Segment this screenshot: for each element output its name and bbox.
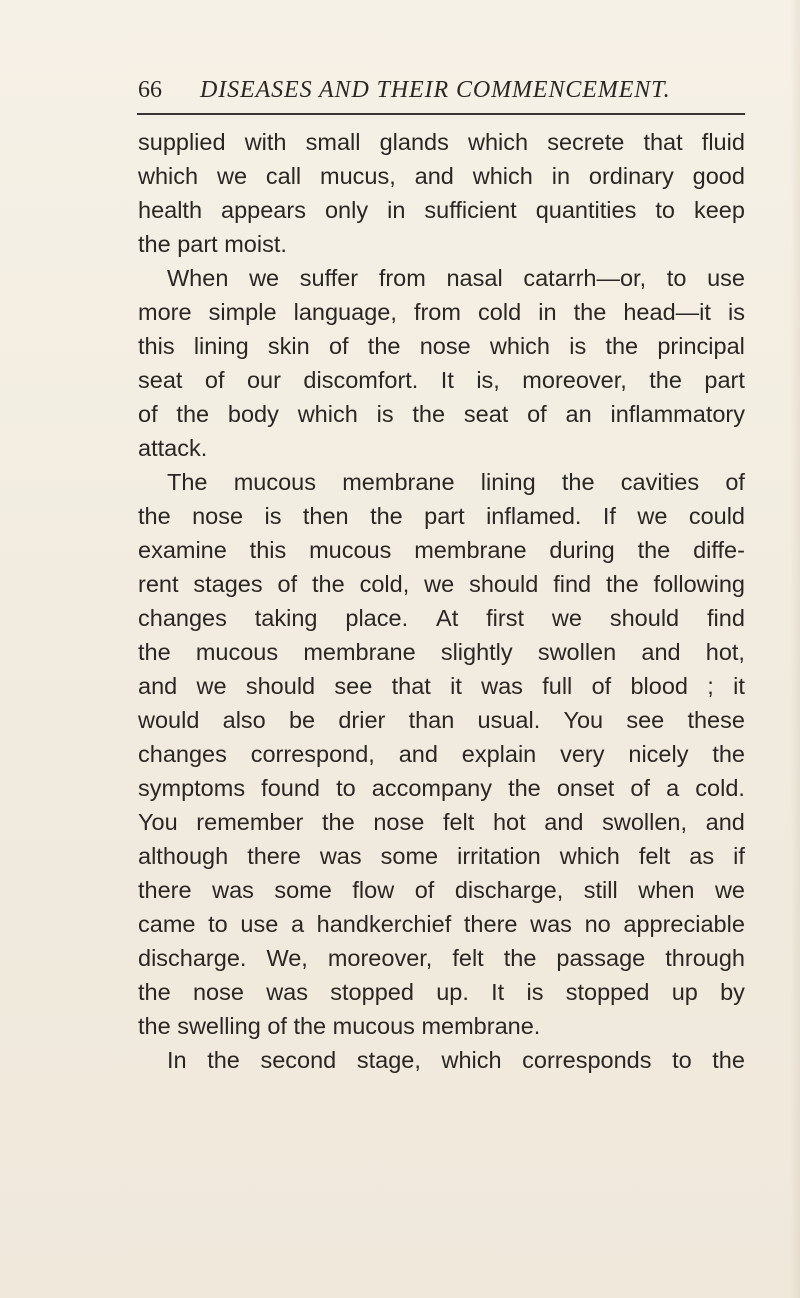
word: You — [138, 809, 178, 835]
word: second — [260, 1047, 337, 1073]
word: there — [247, 843, 301, 869]
word: and — [544, 809, 584, 835]
word: of — [527, 401, 547, 427]
word: that — [391, 673, 431, 699]
word: part — [424, 503, 465, 529]
running-header — [138, 72, 748, 108]
word: membrane — [342, 469, 455, 495]
word: the — [370, 503, 403, 529]
word: remember — [196, 809, 304, 835]
word: of — [725, 469, 745, 495]
word: felt — [442, 809, 475, 835]
word: full — [542, 673, 573, 699]
word: mucous — [233, 469, 317, 495]
word: as — [689, 843, 715, 869]
word: changes — [138, 741, 227, 767]
word: a — [290, 911, 305, 937]
word: cold. — [695, 775, 745, 801]
text-line — [138, 941, 745, 975]
word: the — [138, 503, 171, 529]
word: ordinary — [588, 163, 674, 189]
word: there — [463, 911, 518, 937]
word: that — [643, 129, 683, 155]
word: small — [305, 129, 361, 155]
word: of — [630, 775, 651, 801]
word: which — [138, 163, 199, 189]
word: the — [605, 571, 639, 597]
word: which — [297, 401, 358, 427]
word: swollen — [537, 639, 617, 665]
word: examine — [138, 537, 227, 563]
word: nicely — [628, 741, 689, 767]
word: accompany — [371, 775, 492, 801]
word: following — [653, 571, 745, 597]
word: with — [244, 129, 287, 155]
word: of — [328, 333, 349, 359]
word: head—it — [623, 299, 711, 325]
text-line — [138, 329, 745, 363]
word: if — [733, 843, 745, 869]
word: came — [138, 911, 196, 937]
word: nose — [192, 979, 244, 1005]
text-line — [138, 499, 745, 533]
text-line — [138, 159, 745, 193]
word: passage — [556, 945, 646, 971]
word: onset — [556, 775, 615, 801]
word: the — [712, 741, 745, 767]
word: is — [376, 401, 394, 427]
word: flow — [352, 877, 395, 903]
word: catarrh—or, — [523, 265, 647, 291]
header-rule — [137, 113, 745, 115]
word: and — [414, 163, 454, 189]
word: we — [637, 503, 668, 529]
text-line — [138, 363, 745, 397]
text-line — [138, 669, 745, 703]
word: which — [441, 1047, 502, 1073]
text-line — [138, 601, 745, 635]
word: mucous — [195, 639, 279, 665]
word: moreover, — [522, 367, 627, 393]
word: swollen, — [602, 809, 688, 835]
word: discharge, — [454, 877, 564, 903]
word: moreover, — [327, 945, 433, 971]
text-line — [138, 703, 745, 737]
word: only — [324, 197, 369, 223]
word: the — [312, 571, 345, 597]
word: use — [240, 911, 279, 937]
word: no — [584, 911, 611, 937]
word: In — [167, 1047, 187, 1073]
word: principal — [657, 333, 745, 359]
word: we — [216, 163, 248, 189]
word: be — [288, 707, 316, 733]
page-number: 66 — [138, 77, 162, 103]
word: our — [246, 367, 281, 393]
word: the — [573, 299, 607, 325]
word: health — [138, 197, 203, 223]
word: and — [705, 809, 745, 835]
word: We, — [266, 945, 308, 971]
text-line — [138, 873, 745, 907]
word: good — [692, 163, 745, 189]
word: language, — [293, 299, 397, 325]
word: more — [138, 299, 192, 325]
word: we — [249, 265, 280, 291]
running-title: DISEASES AND THEIR COMMENCEMENT. — [200, 77, 671, 103]
word: very — [560, 741, 605, 767]
word: inflammatory — [610, 401, 745, 427]
word: than — [408, 707, 455, 733]
word: cavities — [620, 469, 700, 495]
word: which — [559, 843, 620, 869]
word: which — [472, 163, 533, 189]
word: is — [526, 979, 544, 1005]
word: was — [530, 911, 572, 937]
word: corresponds — [522, 1047, 652, 1073]
word: irritation — [457, 843, 541, 869]
word: we — [551, 605, 582, 631]
word: slightly — [440, 639, 513, 665]
word: which — [468, 129, 529, 155]
text-line — [138, 397, 745, 431]
paragraph-first-line — [138, 261, 745, 295]
word: should — [245, 673, 316, 699]
word: nose — [192, 503, 244, 529]
word: usual. — [477, 707, 541, 733]
word: there — [138, 877, 192, 903]
word: membrane — [414, 537, 527, 563]
word: was — [319, 843, 362, 869]
word: the — [503, 945, 537, 971]
word: inflamed. — [486, 503, 582, 529]
word: this — [249, 537, 287, 563]
word: from — [378, 265, 426, 291]
word: up — [671, 979, 698, 1005]
word: the — [637, 537, 671, 563]
word: the — [561, 469, 595, 495]
word: is — [264, 503, 282, 529]
word: It — [440, 367, 454, 393]
word: supplied — [138, 129, 226, 155]
word: see — [626, 707, 665, 733]
word: find — [707, 605, 745, 631]
word: When — [167, 265, 229, 291]
word: up. — [436, 979, 469, 1005]
word: the — [649, 367, 682, 393]
word: in — [538, 299, 557, 325]
word: changes — [138, 605, 227, 631]
word: the — [712, 1047, 745, 1073]
text-line — [138, 567, 745, 601]
word: hot — [492, 809, 526, 835]
word: It — [491, 979, 505, 1005]
word: cold, — [359, 571, 410, 597]
text-line — [138, 295, 745, 329]
word: mucous — [309, 537, 392, 563]
word: ; — [707, 673, 714, 699]
word: the — [605, 333, 639, 359]
word: stopped — [565, 979, 650, 1005]
word: secrete — [547, 129, 625, 155]
word: the — [138, 639, 171, 665]
word: symptoms — [138, 775, 246, 801]
word: discomfort. — [303, 367, 419, 393]
word: stopped — [330, 979, 414, 1005]
word: taking — [254, 605, 318, 631]
word: and — [398, 741, 438, 767]
word: should — [609, 605, 680, 631]
word: of — [277, 571, 298, 597]
word: membrane — [303, 639, 416, 665]
word: the — [138, 979, 171, 1005]
word: still — [583, 877, 618, 903]
word: fluid — [701, 129, 745, 155]
word: The — [167, 469, 208, 495]
page-edge-shadow — [790, 0, 800, 1298]
word: You — [563, 707, 604, 733]
body-text — [138, 125, 745, 1077]
word: these — [687, 707, 745, 733]
word: lining — [480, 469, 536, 495]
text-line — [138, 125, 745, 159]
word: stages — [193, 571, 263, 597]
word: it — [450, 673, 462, 699]
word: simple — [208, 299, 277, 325]
word: nose — [373, 809, 425, 835]
word: of — [591, 673, 612, 699]
text-line: attack. — [138, 435, 208, 461]
text-line — [138, 805, 745, 839]
word: use — [707, 265, 745, 291]
word: and — [138, 673, 178, 699]
word: nasal — [446, 265, 503, 291]
word: through — [665, 945, 745, 971]
word: we — [424, 571, 455, 597]
word: to — [336, 775, 356, 801]
word: in — [551, 163, 571, 189]
word: find — [553, 571, 592, 597]
word: then — [302, 503, 349, 529]
word: sufficient — [424, 197, 517, 223]
paragraph-first-line — [138, 1043, 745, 1077]
word: by — [720, 979, 745, 1005]
word: quantities — [535, 197, 637, 223]
word: was — [212, 877, 254, 903]
word: mucus, — [320, 163, 396, 189]
word: is — [569, 333, 587, 359]
word: to — [672, 1047, 692, 1073]
word: felt — [638, 843, 671, 869]
word: should — [469, 571, 539, 597]
paragraph-first-line — [138, 465, 745, 499]
word: diffe- — [693, 537, 745, 563]
word: a — [666, 775, 680, 801]
word: stage, — [356, 1047, 421, 1073]
word: some — [274, 877, 332, 903]
word: call — [265, 163, 302, 189]
word: the — [508, 775, 541, 801]
word: body — [227, 401, 279, 427]
word: during — [549, 537, 615, 563]
word: discharge. — [138, 945, 247, 971]
text-line — [138, 533, 745, 567]
word: first — [486, 605, 524, 631]
word: rent — [138, 571, 179, 597]
word: could — [688, 503, 745, 529]
word: of — [204, 367, 225, 393]
word: the — [176, 401, 210, 427]
word: although — [138, 843, 229, 869]
word: see — [334, 673, 373, 699]
text-line — [138, 737, 745, 771]
word: appreciable — [623, 911, 745, 937]
word: it — [733, 673, 745, 699]
word: which — [489, 333, 550, 359]
word: would — [138, 707, 200, 733]
text-line — [138, 907, 745, 941]
word: felt — [452, 945, 484, 971]
text-line — [138, 975, 745, 1009]
text-line: the part moist. — [138, 231, 287, 257]
word: of — [414, 877, 435, 903]
word: was — [481, 673, 523, 699]
word: seat — [138, 367, 183, 393]
word: skin — [267, 333, 310, 359]
word: appears — [221, 197, 306, 223]
word: is — [727, 299, 745, 325]
word: nose — [419, 333, 471, 359]
word: If — [602, 503, 616, 529]
word: from — [413, 299, 461, 325]
word: the — [412, 401, 446, 427]
word: At — [436, 605, 459, 631]
word: blood — [630, 673, 688, 699]
word: found — [261, 775, 320, 801]
text-line: the swelling of the mucous membrane. — [138, 1013, 541, 1039]
word: was — [266, 979, 308, 1005]
text-line — [138, 635, 745, 669]
word: cold — [478, 299, 522, 325]
word: hot, — [705, 639, 745, 665]
word: the — [367, 333, 401, 359]
word: of — [138, 401, 158, 427]
word: the — [322, 809, 355, 835]
word: we — [196, 673, 227, 699]
text-line — [138, 839, 745, 873]
word: an — [565, 401, 592, 427]
word: suffer — [299, 265, 359, 291]
word: glands — [379, 129, 449, 155]
text-line — [138, 193, 745, 227]
word: this — [138, 333, 175, 359]
word: explain — [461, 741, 537, 767]
word: handkerchief — [316, 911, 452, 937]
word: drier — [338, 707, 386, 733]
word: lining — [193, 333, 249, 359]
word: correspond, — [250, 741, 375, 767]
word: to — [655, 197, 675, 223]
word: part — [704, 367, 745, 393]
word: place. — [345, 605, 409, 631]
word: when — [638, 877, 695, 903]
word: some — [380, 843, 439, 869]
word: to — [208, 911, 228, 937]
word: we — [714, 877, 745, 903]
word: keep — [693, 197, 745, 223]
word: to — [666, 265, 687, 291]
word: and — [641, 639, 681, 665]
word: the — [207, 1047, 240, 1073]
text-line — [138, 771, 745, 805]
word: seat — [463, 401, 509, 427]
word: is, — [476, 367, 500, 393]
word: in — [387, 197, 406, 223]
word: also — [222, 707, 266, 733]
